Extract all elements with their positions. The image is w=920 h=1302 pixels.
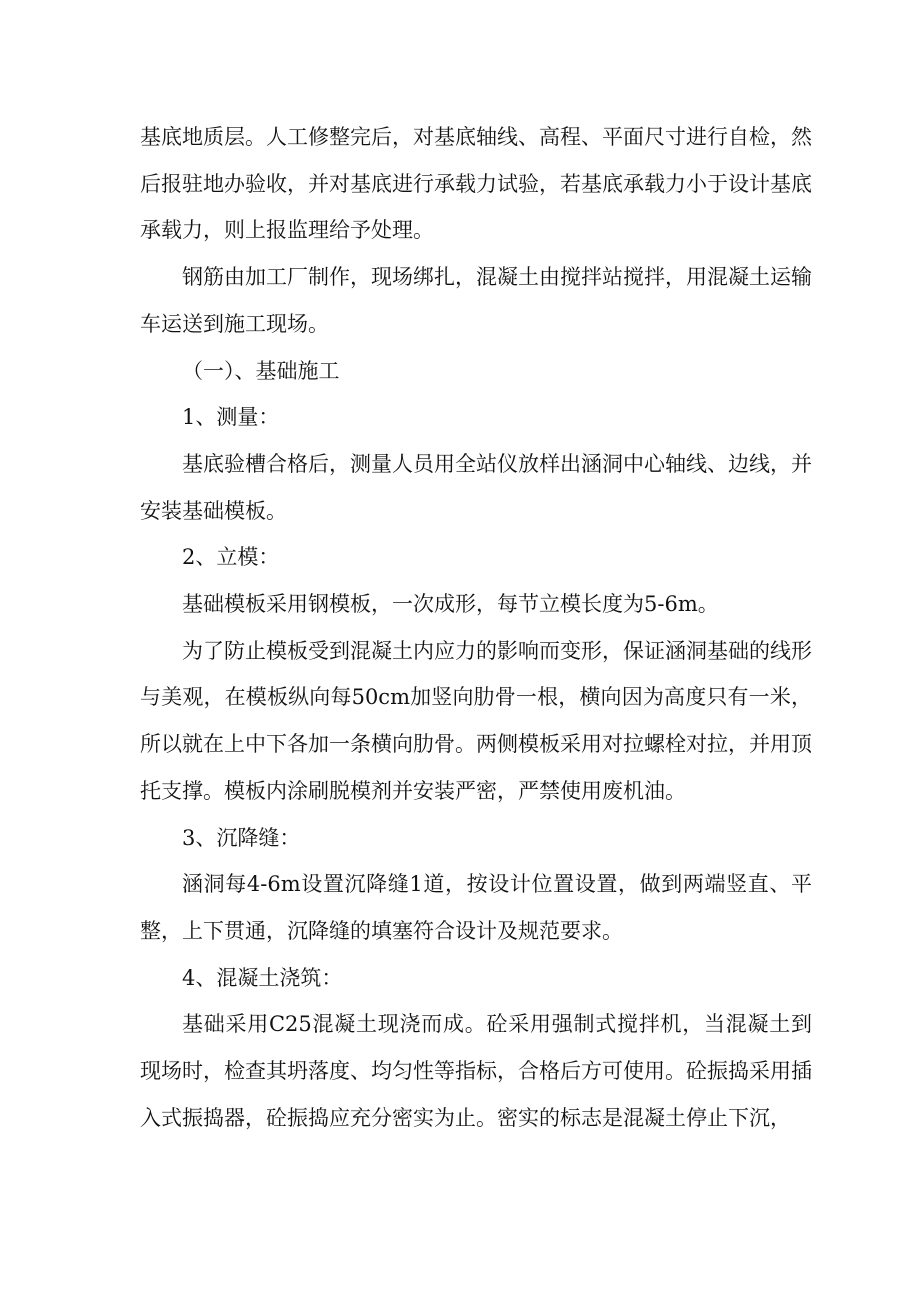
paragraph-survey: 基底验槽合格后，测量人员用全站仪放样出涵洞中心轴线、边线，并安装基础模板。 — [140, 451, 812, 523]
paragraph-2: 钢筋由加工厂制作，现场绑扎，混凝土由搅拌站搅拌，用混凝土运输车运送到施工现场。 — [140, 265, 812, 336]
paragraph-formwork-1: 基础模板采用钢模板，一次成形，每节立模长度为5-6m。 — [182, 592, 719, 617]
subheading-formwork: 2、立模： — [182, 545, 280, 570]
paragraph-formwork-2: 为了防止模板受到混凝土内应力的影响而变形，保证涵洞基础的线形与美观，在模板纵向每50cm加竖向肋骨一根，横向因为高度只有一米，所以就在上中下各加一条横向肋骨。两侧模板采用对拉螺栓对拉，并用顶托支撑。模板内涂刷脱模剂并安装严密，严禁使用废机油。 — [140, 638, 812, 803]
subheading-concrete-pouring: 4、混凝土浇筑： — [182, 965, 343, 990]
subheading-settlement-joint: 3、沉降缝： — [182, 825, 301, 850]
subheading-survey: 1、测量： — [182, 405, 280, 430]
section-heading-foundation: （一）、基础施工 — [182, 358, 340, 383]
paragraph-1: 基底地质层。人工修整完后，对基底轴线、高程、平面尺寸进行自检，然后报驻地办验收，并对基底进行承载力试验，若基底承载力小于设计基底承载力，则上报监理给予处理。 — [140, 125, 812, 243]
paragraph-settlement-joint: 涵洞每4-6m设置沉降缝1道，按设计位置设置，做到两端竖直、平整，上下贯通，沉降缝的填塞符合设计及规范要求。 — [140, 872, 812, 943]
paragraph-concrete-pouring: 基础采用C25混凝土现浇而成。砼采用强制式搅拌机，当混凝土到现场时，检查其坍落度、均匀性等指标，合格后方可使用。砼振捣采用插入式振捣器，砼振捣应充分密实为止。密实的标志是混凝土停止下沉， — [140, 1012, 812, 1130]
